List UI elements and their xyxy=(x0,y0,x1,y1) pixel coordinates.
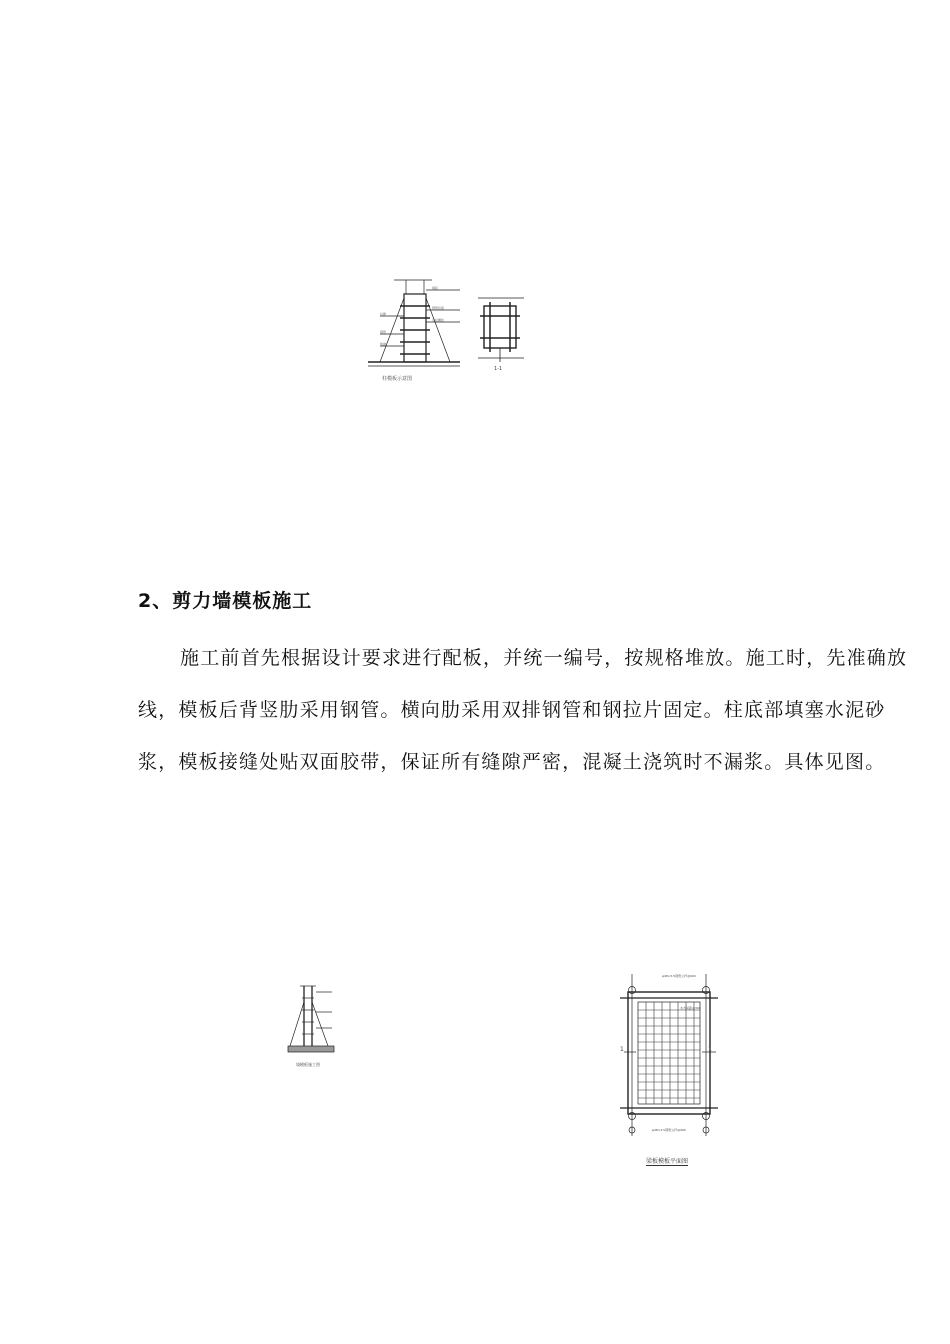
slab-plan-caption: 梁板模板平面图 xyxy=(646,1158,689,1165)
column-formwork-drawing xyxy=(360,276,480,388)
slab-note-top: φ48×3.5钢管立杆@900 xyxy=(662,974,696,978)
svg-text:地锚: 地锚 xyxy=(380,342,387,346)
column-section-caption: 1-1 xyxy=(494,366,503,372)
wall-formwork-figure xyxy=(286,982,342,1067)
svg-text:钢管柱箍: 钢管柱箍 xyxy=(432,306,445,310)
svg-text:斜撑: 斜撑 xyxy=(380,312,387,316)
column-formwork-caption: 柱模板示意图 xyxy=(382,376,413,382)
slab-section-mark-right: 1 xyxy=(708,1046,712,1053)
column-formwork-figure xyxy=(360,276,480,388)
slab-note-side: 木方间距@300 xyxy=(680,1006,701,1010)
column-section-figure xyxy=(474,292,534,376)
svg-text:对拉螺栓: 对拉螺栓 xyxy=(432,318,445,322)
column-section-drawing xyxy=(474,292,534,376)
wall-formwork-caption: 墙模板施工图 xyxy=(296,1062,320,1067)
svg-text:钢管: 钢管 xyxy=(380,330,387,334)
svg-text:模板: 模板 xyxy=(432,286,439,290)
section-body xyxy=(138,632,908,788)
wall-formwork-drawing xyxy=(286,982,342,1064)
slab-section-mark-left: 1 xyxy=(620,1046,624,1053)
slab-plan-figure xyxy=(616,970,726,1165)
slab-note-bottom: φ48×3.5钢管立杆@900 xyxy=(652,1128,686,1132)
slab-plan-drawing xyxy=(616,970,726,1152)
body-paragraph: 施工前首先根据设计要求进行配板，并统一编号，按规格堆放。施工时，先准确放线，模板后背竖肋采用钢管。横向肋采用双排钢管和钢拉片固定。柱底部填塞水泥砂浆，模板接缝处贴双面胶带，保证所有缝隙严密，混凝土浇筑时不漏浆。具体见图。 xyxy=(138,647,908,773)
section-heading: 2、剪力墙模板施工 xyxy=(138,590,313,612)
